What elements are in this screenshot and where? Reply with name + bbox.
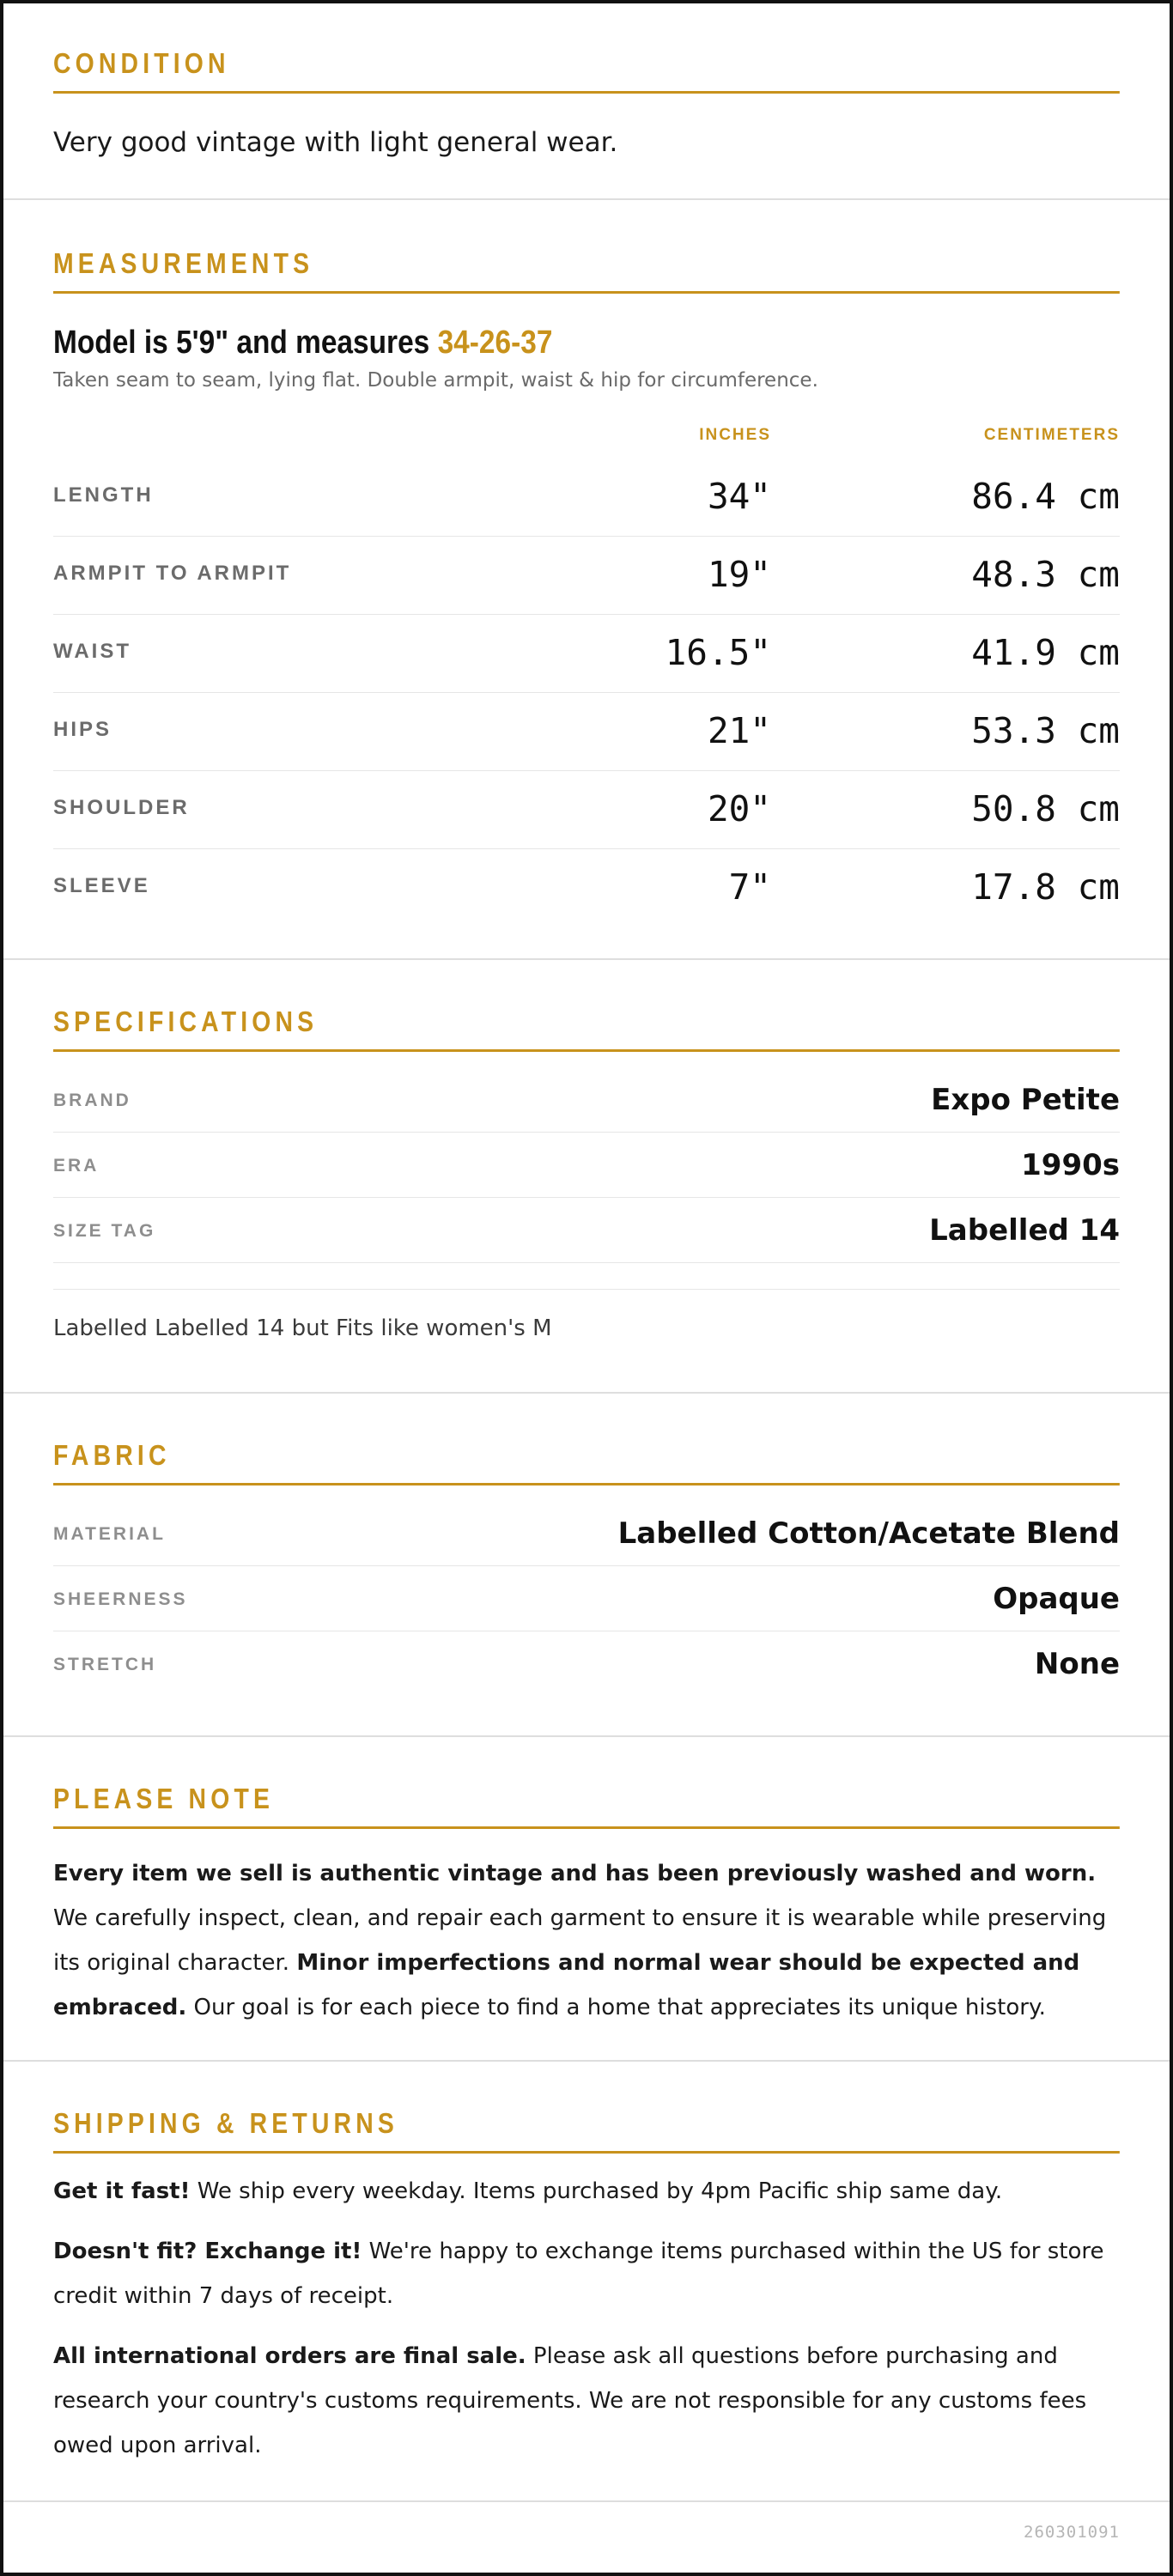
- column-centimeters: CENTIMETERS: [983, 426, 1120, 444]
- measurement-cm: 86.4 cm: [971, 476, 1120, 517]
- fabric-key: MATERIAL: [53, 1524, 166, 1544]
- measurement-label: SHOULDER: [53, 796, 190, 819]
- measurement-row: [53, 615, 1120, 693]
- spec-key: SIZE TAG: [53, 1221, 156, 1241]
- note-text-2: Our goal is for each piece to find a home that appreciates its unique history.: [186, 1995, 1046, 2020]
- measurement-row: [53, 537, 1120, 615]
- measurement-inches: 21": [707, 710, 771, 751]
- size-fit-note: Labelled Labelled 14 but Fits like women's M: [53, 1289, 1120, 1341]
- measurement-inches: 16.5": [665, 632, 771, 673]
- fabric-value: Labelled Cotton/Acetate Blend: [617, 1516, 1120, 1551]
- measurement-cm: 17.8 cm: [971, 866, 1120, 908]
- shipping-bold-1: Get it fast!: [53, 2178, 191, 2204]
- measurements-header: [53, 407, 1120, 459]
- measurements-heading: MEASUREMENTS: [53, 246, 1120, 294]
- condition-section: [3, 3, 1170, 200]
- shipping-bold-3: All international orders are final sale.: [53, 2343, 526, 2369]
- spec-value: 1990s: [1021, 1148, 1120, 1182]
- shipping-returns-section: [3, 2062, 1170, 2502]
- shipping-paragraph-1: [53, 2169, 1120, 2214]
- spec-row: [53, 1067, 1120, 1133]
- measurements-subtitle: Taken seam to seam, lying flat. Double armpit, waist & hip for circumference.: [53, 369, 818, 392]
- measurement-inches: 20": [707, 788, 771, 829]
- condition-heading: CONDITION: [53, 46, 1120, 94]
- shipping-text-2: We're happy to exchange items purchased within the US for store credit within 7 days of receipt.: [53, 2239, 1104, 2309]
- measurement-label: ARMPIT TO ARMPIT: [53, 562, 292, 585]
- measurement-cm: 41.9 cm: [971, 632, 1120, 673]
- shipping-bold-2: Doesn't fit? Exchange it!: [53, 2239, 362, 2264]
- fabric-heading: FABRIC: [53, 1438, 1120, 1485]
- measurement-cm: 48.3 cm: [971, 554, 1120, 595]
- item-code: 260301091: [1024, 2523, 1120, 2542]
- fabric-value: None: [1034, 1647, 1120, 1681]
- measurement-row: [53, 459, 1120, 537]
- spec-row: [53, 1198, 1120, 1263]
- spec-row: [53, 1133, 1120, 1198]
- note-text-1: We carefully inspect, clean, and repair each garment to ensure it is wearable while preserving its original character.: [53, 1905, 1107, 1976]
- spec-key: BRAND: [53, 1091, 131, 1110]
- please-note-text: [53, 1851, 1120, 2030]
- specifications-section: [3, 960, 1170, 1394]
- measurement-row: [53, 849, 1120, 927]
- specifications-heading: SPECIFICATIONS: [53, 1005, 1120, 1052]
- measurement-row: [53, 771, 1120, 849]
- fabric-key: STRETCH: [53, 1655, 157, 1674]
- spec-value: Expo Petite: [931, 1083, 1120, 1117]
- spec-key: ERA: [53, 1156, 100, 1176]
- please-note-section: [3, 1737, 1170, 2062]
- measurements-table: [53, 459, 1120, 927]
- shipping-heading: SHIPPING & RETURNS: [53, 2106, 1120, 2154]
- shipping-paragraph-3: [53, 2334, 1120, 2468]
- model-measurements-line: [53, 323, 992, 362]
- fabric-row: [53, 1566, 1120, 1631]
- specifications-list: [53, 1067, 1120, 1263]
- fabric-row: [53, 1501, 1120, 1566]
- measurement-inches: 19": [707, 554, 771, 595]
- fabric-list: [53, 1501, 1120, 1696]
- measurement-inches: 34": [707, 476, 771, 517]
- model-measures: 34-26-37: [437, 325, 553, 361]
- shipping-text-1: We ship every weekday. Items purchased by 4pm Pacific ship same day.: [190, 2178, 1003, 2204]
- please-note-heading: PLEASE NOTE: [53, 1782, 1120, 1829]
- note-bold-1: Every item we sell is authentic vintage and has been previously washed and worn.: [53, 1861, 1097, 1886]
- measurement-inches: 7": [728, 866, 771, 908]
- fabric-key: SHEERNESS: [53, 1589, 188, 1609]
- spec-value: Labelled 14: [929, 1213, 1120, 1248]
- measurement-cm: 50.8 cm: [971, 788, 1120, 829]
- shipping-paragraph-2: [53, 2229, 1120, 2318]
- fabric-value: Opaque: [993, 1582, 1120, 1616]
- measurement-label: LENGTH: [53, 483, 154, 507]
- measurement-label: WAIST: [53, 640, 131, 663]
- shipping-text-3: Please ask all questions before purchasing and research your country's customs requirements. We are not responsible for any customs fees owed upon arrival.: [53, 2343, 1087, 2458]
- measurement-row: [53, 693, 1120, 771]
- condition-text: Very good vintage with light general wear.: [53, 127, 618, 158]
- measurements-section: [3, 200, 1170, 960]
- note-bold-2: Minor imperfections and normal wear should be expected and embraced.: [53, 1950, 1080, 2020]
- fabric-row: [53, 1631, 1120, 1696]
- model-prefix: Model is 5'9" and measures: [53, 325, 438, 361]
- measurement-label: SLEEVE: [53, 874, 150, 897]
- footer: [3, 2502, 1170, 2571]
- measurement-label: HIPS: [53, 718, 112, 741]
- measurement-cm: 53.3 cm: [971, 710, 1120, 751]
- column-inches: INCHES: [699, 426, 771, 444]
- fabric-section: [3, 1394, 1170, 1737]
